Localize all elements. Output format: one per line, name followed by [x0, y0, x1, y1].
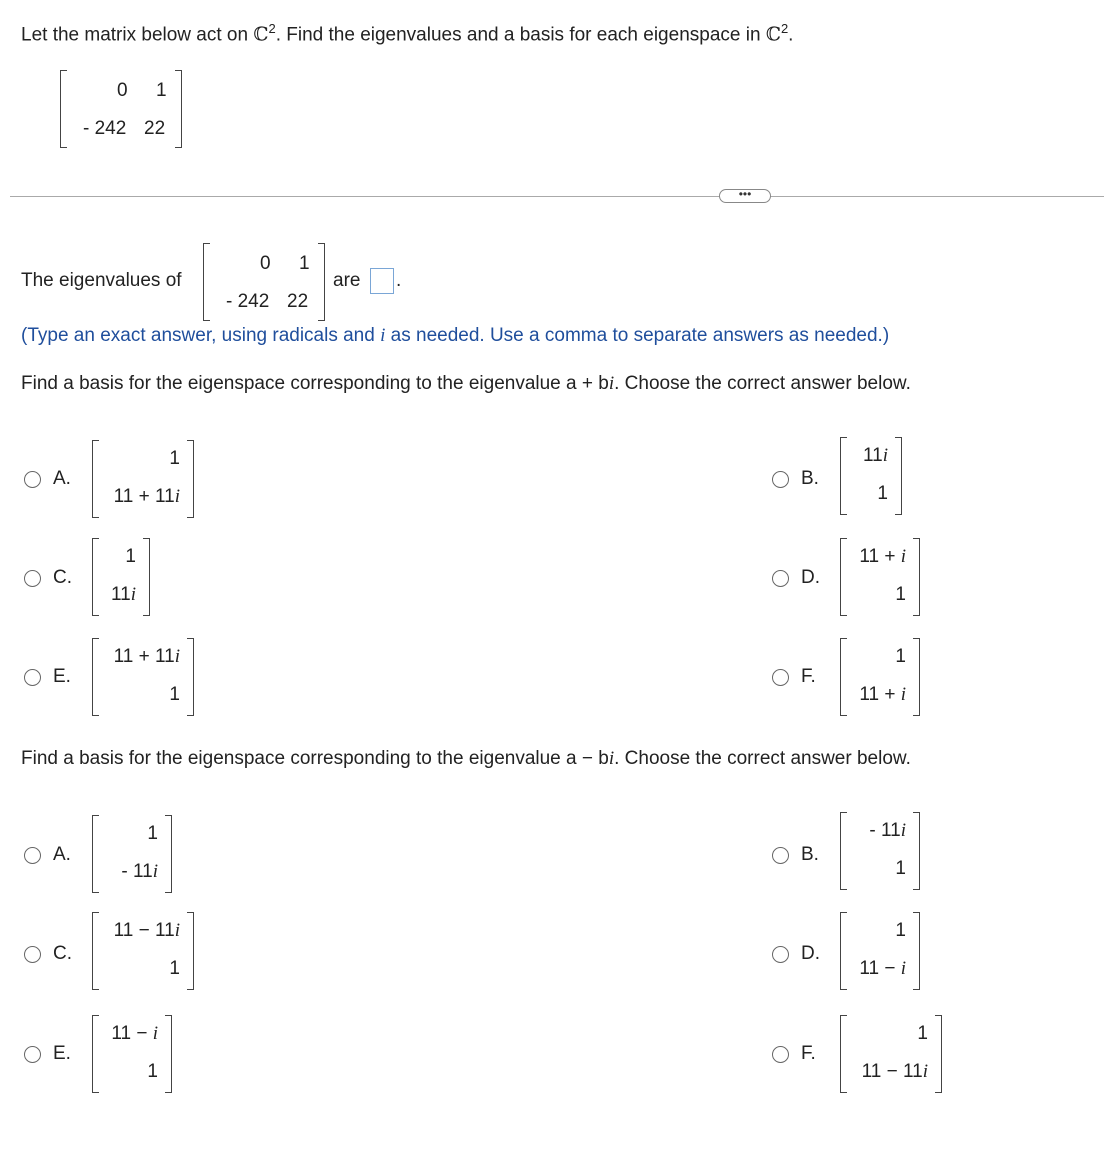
- eigen-prompt-before: The eigenvalues of: [21, 270, 182, 291]
- part2-option-a-radio[interactable]: [24, 847, 41, 864]
- part2-option-b-label[interactable]: B.: [801, 844, 819, 865]
- part1-option-f-vector: [840, 638, 920, 716]
- answer-hint: (Type an exact answer, using radicals and i as needed. Use a comma to separate answers as needed.): [21, 325, 890, 346]
- part1-option-d-top-entry: 11 + i: [859, 546, 906, 567]
- part1-option-d-radio[interactable]: [772, 570, 789, 587]
- given-matrix: [60, 70, 182, 148]
- part2-option-d-radio[interactable]: [772, 946, 789, 963]
- part2-option-d-top-entry: 1: [895, 920, 906, 941]
- divider: [10, 196, 1104, 197]
- part1-option-a-top-entry: 1: [169, 448, 180, 469]
- part2-option-f-radio[interactable]: [772, 1046, 789, 1063]
- part2-option-e-top-entry: 11 − i: [111, 1023, 158, 1044]
- eigen-prompt-end: .: [396, 270, 402, 291]
- part2-option-c-top-entry: 11 − 11i: [113, 920, 180, 941]
- part2-option-b-bottom-entry: 1: [895, 858, 906, 879]
- part2-option-c-vector: [92, 912, 194, 990]
- part1-option-e-label[interactable]: E.: [53, 666, 71, 687]
- part2-option-f-top-entry: 1: [917, 1023, 928, 1044]
- part1-option-b-radio[interactable]: [772, 471, 789, 488]
- part1-option-f-bottom-entry: 11 + i: [859, 684, 906, 705]
- eigen-prompt-matrix: 0 1 - 242 22: [203, 243, 325, 321]
- part2-option-c-bottom-entry: 1: [169, 958, 180, 979]
- part2-option-c-label[interactable]: C.: [53, 943, 72, 964]
- more-button[interactable]: •••: [719, 189, 771, 203]
- part1-option-b-vector: [840, 437, 902, 515]
- part1-option-e-vector: [92, 638, 194, 716]
- part2-option-d-bottom-entry: 11 − i: [859, 958, 906, 979]
- part2-option-c-radio[interactable]: [24, 946, 41, 963]
- part2-option-e-label[interactable]: E.: [53, 1043, 71, 1064]
- part1-option-a-radio[interactable]: [24, 471, 41, 488]
- matrix-a22: 22: [144, 118, 166, 139]
- part1-option-a-vector: [92, 440, 194, 518]
- part2-option-e-vector: [92, 1015, 172, 1093]
- part1-option-c-top-entry: 1: [125, 546, 136, 567]
- part1-option-c-radio[interactable]: [24, 570, 41, 587]
- part2-option-b-vector: [840, 812, 920, 890]
- part2-option-f-label[interactable]: F.: [801, 1043, 816, 1064]
- part2-option-b-top-entry: - 11i: [869, 820, 906, 841]
- part1-option-a-bottom-entry: 11 + 11i: [113, 486, 180, 507]
- part2-option-a-label[interactable]: A.: [53, 844, 71, 865]
- part1-option-e-top-entry: 11 + 11i: [113, 646, 180, 667]
- part1-option-c-label[interactable]: C.: [53, 567, 72, 588]
- eigen-prompt-after: are: [333, 270, 361, 291]
- question-text: Let the matrix below act on ℂ$^2$. Find the eigenvalues and a basis for each eigenspace in ℂ$^2$.: [21, 21, 794, 46]
- matrix-a11: 0: [117, 80, 128, 101]
- part1-option-f-radio[interactable]: [772, 669, 789, 686]
- part2-option-b-radio[interactable]: [772, 847, 789, 864]
- part2-option-f-bottom-entry: 11 − 11i: [861, 1061, 928, 1082]
- part1-option-a-label[interactable]: A.: [53, 468, 71, 489]
- part1-option-b-bottom-entry: 1: [877, 483, 888, 504]
- part1-option-f-top-entry: 1: [895, 646, 906, 667]
- part1-option-f-label[interactable]: F.: [801, 666, 816, 687]
- part1-option-e-bottom-entry: 1: [169, 684, 180, 705]
- part2-option-a-bottom-entry: - 11i: [121, 861, 158, 882]
- part1-option-b-label[interactable]: B.: [801, 468, 819, 489]
- part1-prompt: Find a basis for the eigenspace corresponding to the eigenvalue a + bi. Choose the correct answer below.: [21, 373, 911, 394]
- part2-option-e-radio[interactable]: [24, 1046, 41, 1063]
- eigenvalue-answer-input[interactable]: [370, 268, 394, 294]
- part1-option-b-top-entry: 11i: [862, 445, 888, 466]
- part2-option-a-top-entry: 1: [147, 823, 158, 844]
- part2-option-d-label[interactable]: D.: [801, 943, 820, 964]
- part2-prompt: Find a basis for the eigenspace corresponding to the eigenvalue a − bi. Choose the correct answer below.: [21, 748, 911, 769]
- part2-option-a-vector: [92, 815, 172, 893]
- part1-option-d-vector: [840, 538, 920, 616]
- part1-option-d-label[interactable]: D.: [801, 567, 820, 588]
- part1-option-c-bottom-entry: 11i: [110, 584, 136, 605]
- complex-field-symbol: ℂ: [253, 23, 269, 46]
- part1-option-d-bottom-entry: 1: [895, 584, 906, 605]
- matrix-a12: 1: [156, 80, 167, 101]
- part2-option-f-vector: [840, 1015, 942, 1093]
- part1-option-e-radio[interactable]: [24, 669, 41, 686]
- matrix-a21: - 242: [83, 118, 127, 139]
- part2-option-e-bottom-entry: 1: [147, 1061, 158, 1082]
- part1-option-c-vector: [92, 538, 150, 616]
- part2-option-d-vector: [840, 912, 920, 990]
